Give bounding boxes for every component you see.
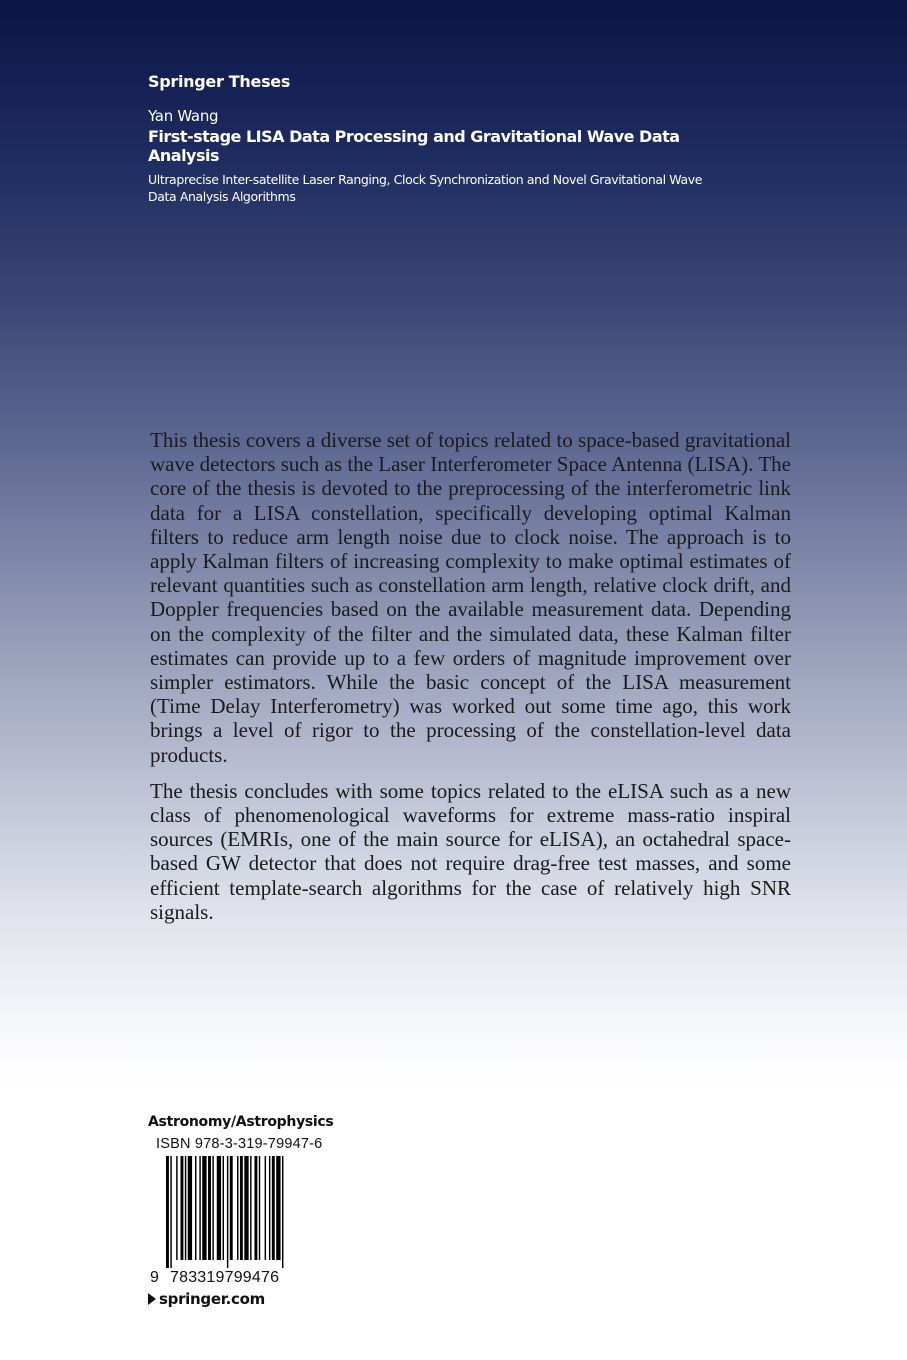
cover-header	[148, 72, 708, 205]
series-name: Springer Theses	[148, 72, 291, 91]
author-name: Yan Wang	[148, 107, 219, 125]
book-subtitle: Ultraprecise Inter-satellite Laser Ranging, Clock Synchronization and Novel Gravitational Wave Data Analysis Algorithms	[148, 172, 703, 204]
book-title: First-stage LISA Data Processing and Gravitational Wave Data Analysis	[148, 127, 680, 165]
website-link[interactable]	[148, 1290, 333, 1308]
barcode-block	[148, 1156, 318, 1286]
subject-category: Astronomy/Astrophysics	[148, 1114, 334, 1130]
arrow-right-icon	[148, 1293, 156, 1305]
isbn-number: ISBN 978-3-319-79947-6	[156, 1136, 323, 1152]
abstract-paragraph-2: The thesis concludes with some topics related to the eLISA such as a new class of phenomenological waveforms for extreme mass-ratio inspiral sources (EMRIs, one of the main source for eLISA), an octahedral space-based GW detector that does not require drag-free test masses, and some efficient template-search algorithms for the case of relatively high SNR signals.	[150, 778, 791, 924]
barcode-digits: 783319799476	[170, 1269, 280, 1286]
barcode-icon	[166, 1156, 316, 1268]
cover-footer	[148, 1114, 333, 1308]
website-label: springer.com	[159, 1290, 265, 1308]
abstract	[150, 428, 791, 936]
barcode-first-digit: 9	[150, 1269, 159, 1286]
abstract-paragraph-1: This thesis covers a diverse set of topics related to space-based gravitational wave detectors such as the Laser Interferometer Space Antenna (LISA). The core of the thesis is devoted to the preprocessing of the interferometric link data for a LISA constellation, specifically developing optimal Kalman filters to reduce arm length noise due to clock noise. The approach is to apply Kalman filters of increasing complexity to make optimal estimates of relevant quantities such as constellation arm length, relative clock drift, and Doppler frequencies based on the available measurement data. Depending on the complexity of the filter and the simulated data, these Kalman filter estimates can provide up to a few orders of magnitude improvement over simpler estimators. While the basic concept of the LISA measurement (Time Delay Interferometry) was worked out some time ago, this work brings a level of rigor to the processing of the constellation-level data products.	[150, 428, 791, 767]
